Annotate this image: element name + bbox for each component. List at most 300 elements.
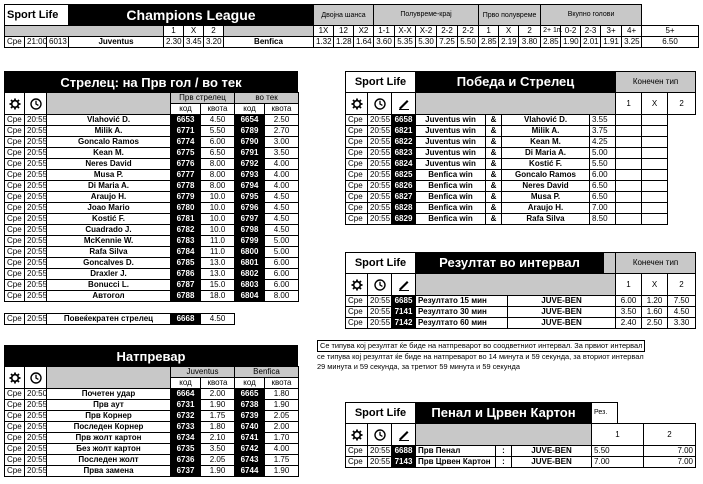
away-odd[interactable]: 4.00 (265, 444, 299, 455)
odd[interactable]: 2.01 (581, 37, 601, 48)
scorer-row[interactable] (5, 170, 299, 181)
odd[interactable]: 5.35 (395, 37, 416, 48)
first-scorer-odd[interactable]: 18.0 (201, 291, 235, 302)
match-row[interactable] (5, 444, 299, 455)
odd[interactable]: 5.50 (590, 159, 616, 170)
time: 20:55 (25, 466, 47, 477)
first-scorer-code: 6776 (171, 159, 201, 170)
code: 6823 (392, 148, 416, 159)
odd[interactable]: 2.85 (541, 37, 561, 48)
anytime-odd[interactable]: 2.50 (265, 115, 299, 126)
win-scorer-row[interactable] (346, 214, 696, 225)
home-team: Juventus (69, 37, 164, 48)
player-name: Goncalo Ramos (47, 137, 171, 148)
scorer-row[interactable] (5, 258, 299, 269)
time: 20:55 (25, 126, 47, 137)
time: 20:55 (368, 296, 392, 307)
first-scorer-odd[interactable]: 10.0 (201, 225, 235, 236)
first-scorer-odd[interactable]: 6.50 (201, 148, 235, 159)
odd-x[interactable]: 1.60 (642, 307, 668, 318)
player-name: Neres David (502, 181, 590, 192)
anytime-odd[interactable]: 2.70 (265, 126, 299, 137)
sport-life-logo: Sport Life (346, 253, 416, 274)
scorer-row[interactable] (5, 225, 299, 236)
interval-row[interactable] (346, 318, 696, 329)
col-x: X (642, 274, 668, 296)
odd[interactable]: 6.50 (590, 192, 616, 203)
scorer-row[interactable] (5, 203, 299, 214)
odd-1[interactable]: 3.50 (616, 307, 642, 318)
empty-cell (616, 181, 642, 192)
scorer-row[interactable] (5, 126, 299, 137)
team-result: Juventus win (416, 159, 486, 170)
time: 20:55 (368, 137, 392, 148)
match-row[interactable] (5, 411, 299, 422)
first-scorer-odd[interactable]: 5.50 (201, 126, 235, 137)
odds-header: квота (201, 104, 235, 115)
odd[interactable]: 4.25 (590, 137, 616, 148)
win-scorer-row[interactable] (346, 115, 696, 126)
time: 20:55 (368, 181, 392, 192)
odd[interactable]: 5.30 (416, 37, 437, 48)
anytime-odd[interactable]: 6.00 (265, 258, 299, 269)
home-odd[interactable]: 1.75 (201, 411, 235, 422)
time: 20:55 (368, 148, 392, 159)
empty-cell (616, 170, 642, 181)
code-header: код (235, 378, 265, 389)
scorer-row[interactable] (5, 291, 299, 302)
market: Последен жолт (47, 455, 171, 466)
day: Сре (346, 159, 368, 170)
ampersand: & (486, 137, 502, 148)
sport-life-logo: Sport Life (346, 403, 416, 424)
first-scorer-code: 6777 (171, 170, 201, 181)
player-name: Rafa Silva (502, 214, 590, 225)
empty-cell (642, 203, 668, 214)
day: Сре (5, 181, 25, 192)
scorer-row[interactable] (5, 148, 299, 159)
match-row[interactable] (5, 433, 299, 444)
anytime-code: 6791 (235, 148, 265, 159)
market: Повеќекратен стрелец (47, 314, 171, 325)
empty-cell (642, 170, 668, 181)
anytime-code: 6800 (235, 247, 265, 258)
day: Сре (346, 115, 368, 126)
code: 7143 (392, 457, 416, 468)
champions-league-block (4, 4, 699, 48)
first-half-header: Прво полувреме (479, 5, 541, 26)
ampersand: & (486, 203, 502, 214)
code-header: код (171, 378, 201, 389)
col-hf-x: X (499, 26, 519, 37)
col-1: 1 (592, 424, 644, 446)
cl-blank (5, 26, 164, 37)
win-scorer-row[interactable] (346, 170, 696, 181)
scorer-row[interactable] (5, 192, 299, 203)
col-x2: X2 (354, 26, 374, 37)
home-code: 6734 (171, 433, 201, 444)
anytime-odd[interactable]: 5.00 (265, 247, 299, 258)
match-blank (47, 367, 171, 389)
first-scorer-odd[interactable]: 11.0 (201, 236, 235, 247)
code: 6826 (392, 181, 416, 192)
scorer-row[interactable] (5, 247, 299, 258)
home-code: 6731 (171, 400, 201, 411)
interval-row[interactable] (346, 307, 696, 318)
odd[interactable]: 3.60 (374, 37, 395, 48)
scorer-row[interactable] (5, 159, 299, 170)
home-code: 6737 (171, 466, 201, 477)
player-name: Bonucci L. (47, 280, 171, 291)
code: 7141 (392, 307, 416, 318)
time: 20:55 (25, 115, 47, 126)
odd[interactable]: 1.90 (561, 37, 581, 48)
anytime-odd[interactable]: 6.00 (265, 269, 299, 280)
away-odd[interactable]: 1.75 (265, 455, 299, 466)
scorer-row[interactable] (5, 269, 299, 280)
anytime-odd[interactable]: 5.00 (265, 236, 299, 247)
match-title: Натпревар (4, 345, 298, 366)
anytime-code: 6792 (235, 159, 265, 170)
anytime-code: 6803 (235, 280, 265, 291)
col-1: 1 (616, 93, 642, 115)
match-row[interactable] (5, 389, 299, 400)
day: Сре (346, 126, 368, 137)
colon: : (496, 446, 512, 457)
odd-x[interactable]: 1.20 (642, 296, 668, 307)
col-4plus: 4+ (622, 26, 642, 37)
away-odd[interactable]: 1.80 (265, 389, 299, 400)
anytime-odd[interactable]: 4.00 (265, 181, 299, 192)
match-pair: JUVE-BEN (512, 446, 592, 457)
time: 20:55 (25, 269, 47, 280)
multi-scorer-row[interactable] (5, 314, 235, 325)
player-name: Kostić F. (47, 214, 171, 225)
away-odd[interactable]: 1.90 (265, 466, 299, 477)
home-code: 6736 (171, 455, 201, 466)
odd[interactable]: 6.00 (590, 170, 616, 181)
market: Резултато 30 мин (416, 307, 508, 318)
time: 20:55 (25, 148, 47, 159)
win-scorer-block (345, 71, 695, 225)
away-code: 6744 (235, 466, 265, 477)
odd-1[interactable]: 6.00 (616, 296, 642, 307)
anytime-code: 6793 (235, 170, 265, 181)
home-odd[interactable]: 1.90 (201, 400, 235, 411)
player-name: Goncalves D. (47, 258, 171, 269)
code: 6668 (171, 314, 201, 325)
first-scorer-code: 6781 (171, 214, 201, 225)
first-scorer-odd[interactable]: 8.00 (201, 181, 235, 192)
match-pair: JUVE-BEN (508, 307, 616, 318)
gear-icon (5, 93, 25, 115)
odd-2[interactable]: 4.50 (668, 307, 696, 318)
sport-life-logo: Sport Life (5, 5, 69, 26)
odd[interactable]: 1.64 (354, 37, 374, 48)
first-scorer-odd[interactable]: 10.0 (201, 203, 235, 214)
odd[interactable]: 5.00 (590, 148, 616, 159)
day: Сре (5, 192, 25, 203)
market: Прв жолт картон (47, 433, 171, 444)
odd[interactable]: 7.25 (437, 37, 458, 48)
anytime-odd[interactable]: 6.00 (265, 280, 299, 291)
interval-note (317, 340, 699, 372)
day: Сре (5, 444, 25, 455)
day: Сре (5, 314, 25, 325)
odds-header: квота (265, 378, 299, 389)
odd-1[interactable]: 2.40 (616, 318, 642, 329)
ampersand: & (486, 181, 502, 192)
scorer-row[interactable] (5, 236, 299, 247)
odd[interactable]: 1.91 (601, 37, 622, 48)
match-pair: JUVE-BEN (508, 318, 616, 329)
cl-match-row[interactable] (5, 37, 699, 48)
away-odd[interactable]: 2.05 (265, 411, 299, 422)
odd[interactable]: 3.45 (184, 37, 204, 48)
away-odd[interactable]: 2.00 (265, 422, 299, 433)
code: 6829 (392, 214, 416, 225)
win-scorer-row[interactable] (346, 203, 696, 214)
player-name: Araujo H. (47, 192, 171, 203)
player-name: Kostić F. (502, 159, 590, 170)
home-odd[interactable]: 3.50 (201, 444, 235, 455)
win-scorer-row[interactable] (346, 126, 696, 137)
team-result: Benfica win (416, 181, 486, 192)
day: Сре (346, 457, 368, 468)
scorer-row[interactable] (5, 214, 299, 225)
scorer-row[interactable] (5, 137, 299, 148)
odd-2[interactable]: 7.50 (668, 296, 696, 307)
odd[interactable]: 3.20 (204, 37, 224, 48)
ampersand: & (486, 115, 502, 126)
time: 20:55 (368, 126, 392, 137)
odd[interactable]: 3.55 (590, 115, 616, 126)
odd-2[interactable]: 3.30 (668, 318, 696, 329)
day: Сре (346, 307, 368, 318)
day: Сре (5, 455, 25, 466)
col-x: X (184, 26, 204, 37)
player-name: Rafa Silva (47, 247, 171, 258)
day: Сре (5, 159, 25, 170)
anytime-odd[interactable]: 4.50 (265, 225, 299, 236)
empty-cell (616, 214, 642, 225)
time: 20:50 (25, 389, 47, 400)
col-1x: 1X (314, 26, 334, 37)
clock-icon (25, 367, 47, 389)
time: 20:55 (25, 422, 47, 433)
time: 20:55 (368, 115, 392, 126)
col-x-x: X-X (395, 26, 416, 37)
first-scorer-code: 6787 (171, 280, 201, 291)
odd[interactable]: 8.50 (590, 214, 616, 225)
win-scorer-row[interactable] (346, 148, 696, 159)
odd[interactable]: 1.32 (314, 37, 334, 48)
odd-x[interactable]: 2.50 (642, 318, 668, 329)
interval-blank (416, 274, 616, 296)
day: Сре (346, 214, 368, 225)
clock-icon (368, 274, 392, 296)
col-2plus-1p: 2+ 1п. (541, 26, 561, 37)
penalty-blank (416, 424, 592, 446)
first-scorer-odd[interactable]: 11.0 (201, 247, 235, 258)
note-line-1: Се типува кој резултат ќе биде на натпреварот во соодветниот интервал. За првиот интервал (317, 340, 645, 352)
col-2-2a: 2-2 (437, 26, 458, 37)
win-scorer-row[interactable] (346, 159, 696, 170)
player-name: Milik A. (502, 126, 590, 137)
double-chance-header: Двојна шанса (314, 5, 374, 26)
away-team: Benfica (224, 37, 314, 48)
player-name: Автогол (47, 291, 171, 302)
player-name: Vlahović D. (502, 115, 590, 126)
note-line-2: се типува кој резултат ќе биде на натпреварот во 14 минута и 59 секунда, за вториот интервал (317, 352, 644, 361)
time: 20:55 (368, 318, 392, 329)
first-scorer-odd[interactable]: 8.00 (201, 159, 235, 170)
odd[interactable]: 4.50 (201, 314, 235, 325)
final-type-header: Конечен тип (616, 253, 696, 274)
odd[interactable]: 2.30 (164, 37, 184, 48)
player-name: Draxler J. (47, 269, 171, 280)
day: Сре (5, 400, 25, 411)
first-scorer-odd[interactable]: 4.50 (201, 115, 235, 126)
match-row[interactable] (5, 455, 299, 466)
away-odd[interactable]: 1.70 (265, 433, 299, 444)
time: 20:55 (368, 214, 392, 225)
time: 20:55 (368, 203, 392, 214)
col-2-2b: 2-2 (458, 26, 479, 37)
code: 6688 (392, 446, 416, 457)
day: Сре (5, 148, 25, 159)
time: 20:55 (25, 258, 47, 269)
odd[interactable]: 2.85 (479, 37, 499, 48)
home-odd[interactable]: 1.80 (201, 422, 235, 433)
odds-header: квота (201, 378, 235, 389)
win-scorer-row[interactable] (346, 137, 696, 148)
anytime-code: 6801 (235, 258, 265, 269)
anytime-code: 6795 (235, 192, 265, 203)
anytime-odd[interactable]: 3.00 (265, 137, 299, 148)
odd-2[interactable]: 7.00 (644, 457, 696, 468)
final-type-header: Конечен тип (616, 72, 696, 93)
time: 20:55 (368, 457, 392, 468)
odd-1[interactable]: 5.50 (592, 446, 644, 457)
away-code: 6743 (235, 455, 265, 466)
first-scorer-odd[interactable]: 15.0 (201, 280, 235, 291)
match-row[interactable] (5, 422, 299, 433)
time: 20:55 (25, 314, 47, 325)
odd[interactable]: 5.50 (458, 37, 479, 48)
anytime-odd[interactable]: 4.00 (265, 159, 299, 170)
penalty-row[interactable] (346, 446, 696, 457)
penalty-row[interactable] (346, 457, 696, 468)
first-scorer-odd[interactable]: 13.0 (201, 269, 235, 280)
empty-cell (616, 148, 642, 159)
odd[interactable]: 2.19 (499, 37, 519, 48)
home-odd[interactable]: 2.05 (201, 455, 235, 466)
odd[interactable]: 7.00 (590, 203, 616, 214)
ampersand: & (486, 148, 502, 159)
away-odd[interactable]: 1.90 (265, 400, 299, 411)
anytime-code: 6804 (235, 291, 265, 302)
empty-cell (642, 137, 668, 148)
clock-icon (368, 424, 392, 446)
team-result: Benfica win (416, 214, 486, 225)
pen-icon (392, 93, 416, 115)
odd[interactable]: 6.50 (642, 37, 699, 48)
first-scorer-odd[interactable]: 8.00 (201, 170, 235, 181)
col-2: 2 (668, 93, 696, 115)
match-row[interactable] (5, 400, 299, 411)
odd[interactable]: 3.25 (622, 37, 642, 48)
first-scorer-code: 6785 (171, 258, 201, 269)
halftime-fulltime-header: Полувреме-крај (374, 5, 479, 26)
first-scorer-odd[interactable]: 10.0 (201, 214, 235, 225)
anytime-odd[interactable]: 4.50 (265, 203, 299, 214)
day: Сре (5, 258, 25, 269)
odd-2[interactable]: 7.00 (644, 446, 696, 457)
odd[interactable]: 3.75 (590, 126, 616, 137)
col-0-2: 0-2 (561, 26, 581, 37)
team-result: Juventus win (416, 137, 486, 148)
anytime-code: 6796 (235, 203, 265, 214)
pen-icon (392, 274, 416, 296)
anytime-odd[interactable]: 8.00 (265, 291, 299, 302)
scorer-block (4, 71, 298, 325)
home-code: 6733 (171, 422, 201, 433)
win-scorer-row[interactable] (346, 192, 696, 203)
anytime-odd[interactable]: 3.50 (265, 148, 299, 159)
market: Прва замена (47, 466, 171, 477)
home-odd[interactable]: 1.90 (201, 466, 235, 477)
anytime-odd[interactable]: 4.00 (265, 170, 299, 181)
first-scorer-odd[interactable]: 10.0 (201, 192, 235, 203)
day: Сре (5, 115, 25, 126)
win-scorer-row[interactable] (346, 181, 696, 192)
code: 6013 (47, 37, 69, 48)
first-scorer-odd[interactable]: 6.00 (201, 137, 235, 148)
scorer-row[interactable] (5, 280, 299, 291)
time: 20:55 (25, 444, 47, 455)
interval-row[interactable] (346, 296, 696, 307)
odd[interactable]: 1.28 (334, 37, 354, 48)
day: Сре (5, 137, 25, 148)
cl-gap (224, 26, 314, 37)
scorer-row[interactable] (5, 115, 299, 126)
gear-icon (5, 367, 25, 389)
first-scorer-code: 6774 (171, 137, 201, 148)
match-pair: JUVE-BEN (508, 296, 616, 307)
odds-header: квота (265, 104, 299, 115)
day: Сре (5, 466, 25, 477)
home-odd[interactable]: 2.00 (201, 389, 235, 400)
home-odd[interactable]: 2.10 (201, 433, 235, 444)
day: Сре (5, 291, 25, 302)
anytime-code: 6789 (235, 126, 265, 137)
odd[interactable]: 6.50 (590, 181, 616, 192)
first-scorer-odd[interactable]: 13.0 (201, 258, 235, 269)
player-name: Joao Mario (47, 203, 171, 214)
scorer-row[interactable] (5, 181, 299, 192)
anytime-odd[interactable]: 4.50 (265, 214, 299, 225)
col-5plus: 5+ (642, 26, 699, 37)
match-row[interactable] (5, 466, 299, 477)
col-2: 2 (668, 274, 696, 296)
market: Без жолт картон (47, 444, 171, 455)
odd-1[interactable]: 7.00 (592, 457, 644, 468)
odd[interactable]: 3.80 (519, 37, 541, 48)
anytime-odd[interactable]: 4.50 (265, 192, 299, 203)
col-2-3: 2-3 (581, 26, 601, 37)
col-1: 1 (616, 274, 642, 296)
